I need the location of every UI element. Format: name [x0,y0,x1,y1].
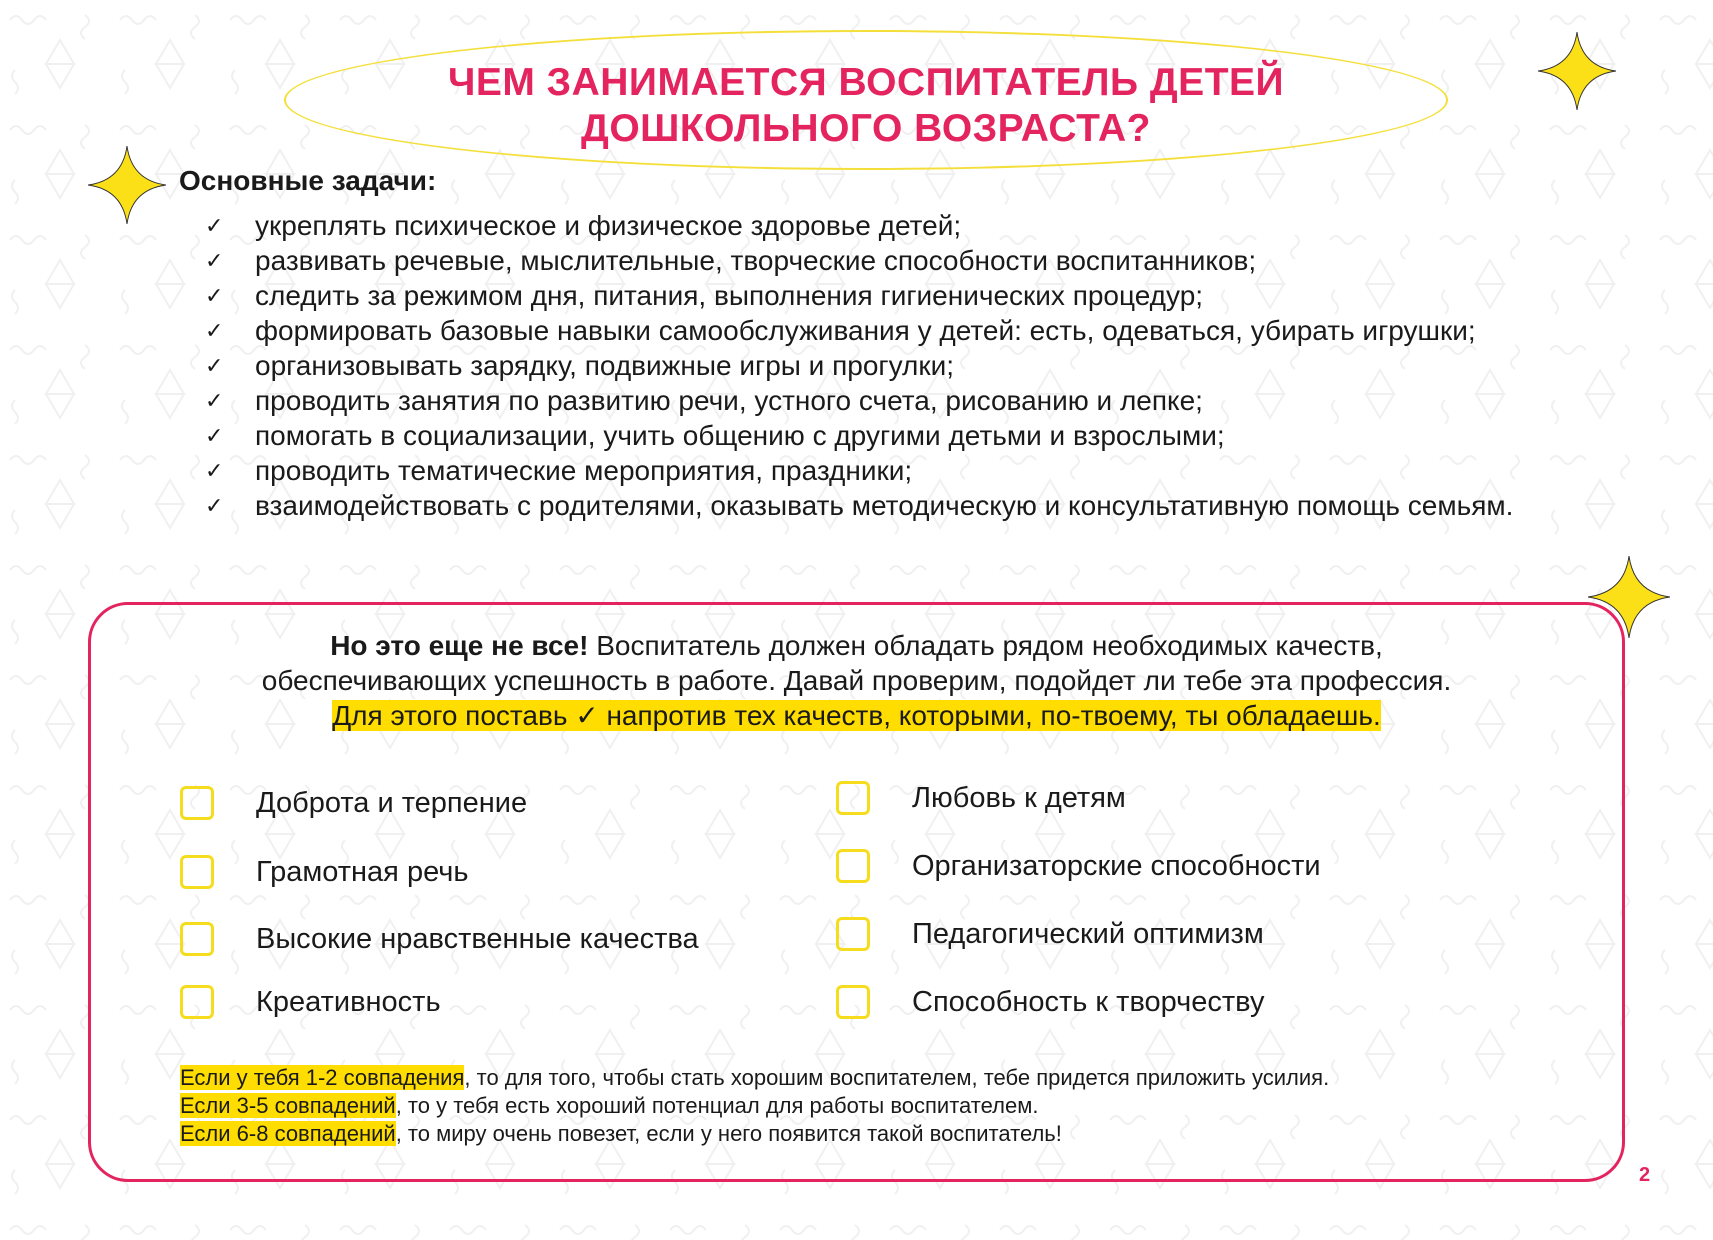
checkmark-icon: ✓ [205,388,224,413]
quiz-intro [88,628,1625,733]
quality-label: Организаторские способности [912,850,1321,882]
page-number: 2 [1639,1164,1651,1186]
result-highlight: Если 6-8 совпадений [180,1121,396,1146]
tasks-list [205,208,1625,523]
star-icon [1538,32,1616,110]
intro-text-2: обеспечивающих успешность в работе. Давай проверим, подойдет ли тебе эта профессия. [261,665,1452,696]
quality-label: Любовь к детям [912,782,1126,814]
checkmark-icon: ✓ [205,318,224,343]
quality-label: Способность к творчеству [912,986,1265,1018]
page-title [284,60,1448,152]
checkmark-icon: ✓ [205,423,224,448]
intro-highlight: Для этого поставь ✓ напротив тех качеств, которыми, по-твоему, ты обладаешь. [332,700,1381,731]
checkmark-icon: ✓ [205,283,224,308]
tasks-heading: Основные задачи: [179,165,437,196]
checkmark-icon: ✓ [205,213,224,238]
quality-label: Креативность [256,986,441,1018]
result-row [180,1092,1329,1120]
intro-text-1: Воспитатель должен обладать рядом необходимых качеств, [588,630,1383,661]
quality-label: Педагогический оптимизм [912,918,1264,950]
quality-checkbox[interactable] [180,786,214,820]
quality-checkbox[interactable] [836,985,870,1019]
checkmark-icon: ✓ [205,493,224,518]
list-item: ✓ развивать речевые, мыслительные, творческие способности воспитанников; [205,245,1257,276]
intro-bold: Но это еще не все! [330,630,589,661]
checkmark-icon: ✓ [205,248,224,273]
title-line-1: ЧЕМ ЗАНИМАЕТСЯ ВОСПИТАТЕЛЬ ДЕТЕЙ [447,61,1285,104]
list-item: ✓ организовывать зарядку, подвижные игры и прогулки; [205,350,955,381]
quality-checkbox[interactable] [180,985,214,1019]
quality-checkbox[interactable] [180,922,214,956]
quality-label: Высокие нравственные качества [256,923,699,955]
list-item: ✓ укреплять психическое и физическое здоровье детей; [205,210,962,241]
list-item: ✓ проводить занятия по развитию речи, устного счета, рисованию и лепке; [205,385,1203,416]
list-item: ✓ помогать в социализации, учить общению с другими детьми и взрослыми; [205,420,1225,451]
quality-label: Грамотная речь [256,856,469,888]
list-item: ✓ следить за режимом дня, питания, выполнения гигиенических процедур; [205,280,1204,311]
list-item: ✓ взаимодействовать с родителями, оказывать методическую и консультативную помощь семьям. [205,490,1514,521]
result-highlight: Если 3-5 совпадений [180,1093,396,1118]
checkmark-icon: ✓ [205,353,224,378]
list-item: ✓ проводить тематические мероприятия, праздники; [205,455,913,486]
quality-checkbox[interactable] [180,855,214,889]
quality-checkbox[interactable] [836,781,870,815]
result-row [180,1064,1329,1092]
result-row [180,1120,1329,1148]
result-text: , то у тебя есть хороший потенциал для работы воспитателем. [395,1093,1039,1118]
result-text: , то для того, чтобы стать хорошим воспитателем, тебе придется приложить усилия. [464,1065,1330,1090]
list-item: ✓ формировать базовые навыки самообслуживания у детей: есть, одеваться, убирать игрушки; [205,315,1476,346]
title-line-2: ДОШКОЛЬНОГО ВОЗРАСТА? [581,107,1151,150]
quality-checkbox[interactable] [836,917,870,951]
star-icon [88,146,166,224]
checkmark-icon: ✓ [205,458,224,483]
quality-label: Доброта и терпение [256,787,528,819]
result-highlight: Если у тебя 1-2 совпадения [180,1065,465,1090]
quality-checkbox[interactable] [836,849,870,883]
result-text: , то миру очень повезет, если у него появится такой воспитатель! [395,1121,1062,1146]
results-legend [180,1064,1329,1148]
